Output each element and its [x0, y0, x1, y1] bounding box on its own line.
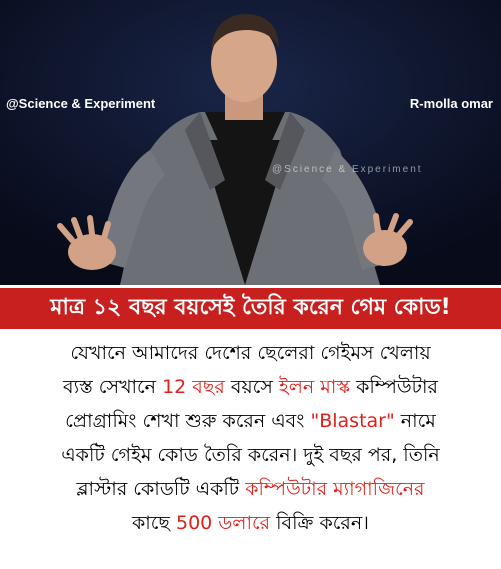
- body-line-4: একটি গেইম কোড তৈরি করেন। দুই বছর পর, তিনি: [61, 444, 440, 466]
- highlight-game: "Blastar": [310, 410, 395, 432]
- body-line-2: [10, 370, 491, 404]
- body-l2a: ব্যস্ত সেখানে: [63, 376, 163, 398]
- watermark-right: R-molla omar: [409, 96, 493, 111]
- body-l5a: ব্লাস্টার কোডটি একটি: [76, 478, 246, 500]
- body-l3a: প্রোগ্রামিং শেখা শুরু করেন এবং: [65, 410, 311, 432]
- body-line-3: [10, 404, 491, 438]
- highlight-magazine: কম্পিউটার ম্যাগাজিনের: [245, 478, 425, 500]
- body-l6c: বিক্রি করেন।: [270, 512, 369, 534]
- highlight-price: 500 ডলারে: [176, 512, 271, 534]
- watermark-center: @Science & Experiment: [272, 164, 423, 175]
- highlight-age: 12 বছর: [162, 376, 225, 398]
- headline-banner: [0, 285, 501, 329]
- body-l3c: নামে: [394, 410, 436, 432]
- body-l6a: কাছে: [132, 512, 176, 534]
- body-line-6: [10, 506, 491, 540]
- body-line-1: যেখানে আমাদের দেশের ছেলেরা গেইমস খেলায়: [70, 342, 431, 364]
- body-line-5: [10, 472, 491, 506]
- body-l2e: কম্পিউটার: [350, 376, 438, 398]
- body-text: [10, 336, 491, 540]
- headline-text: মাত্র ১২ বছর বয়সেই তৈরি করেন গেম কোড!: [50, 295, 451, 320]
- highlight-name: ইলন মাস্ক: [278, 376, 351, 398]
- body-l2c: বয়সে: [224, 376, 279, 398]
- watermark-left: @Science & Experiment: [6, 96, 156, 111]
